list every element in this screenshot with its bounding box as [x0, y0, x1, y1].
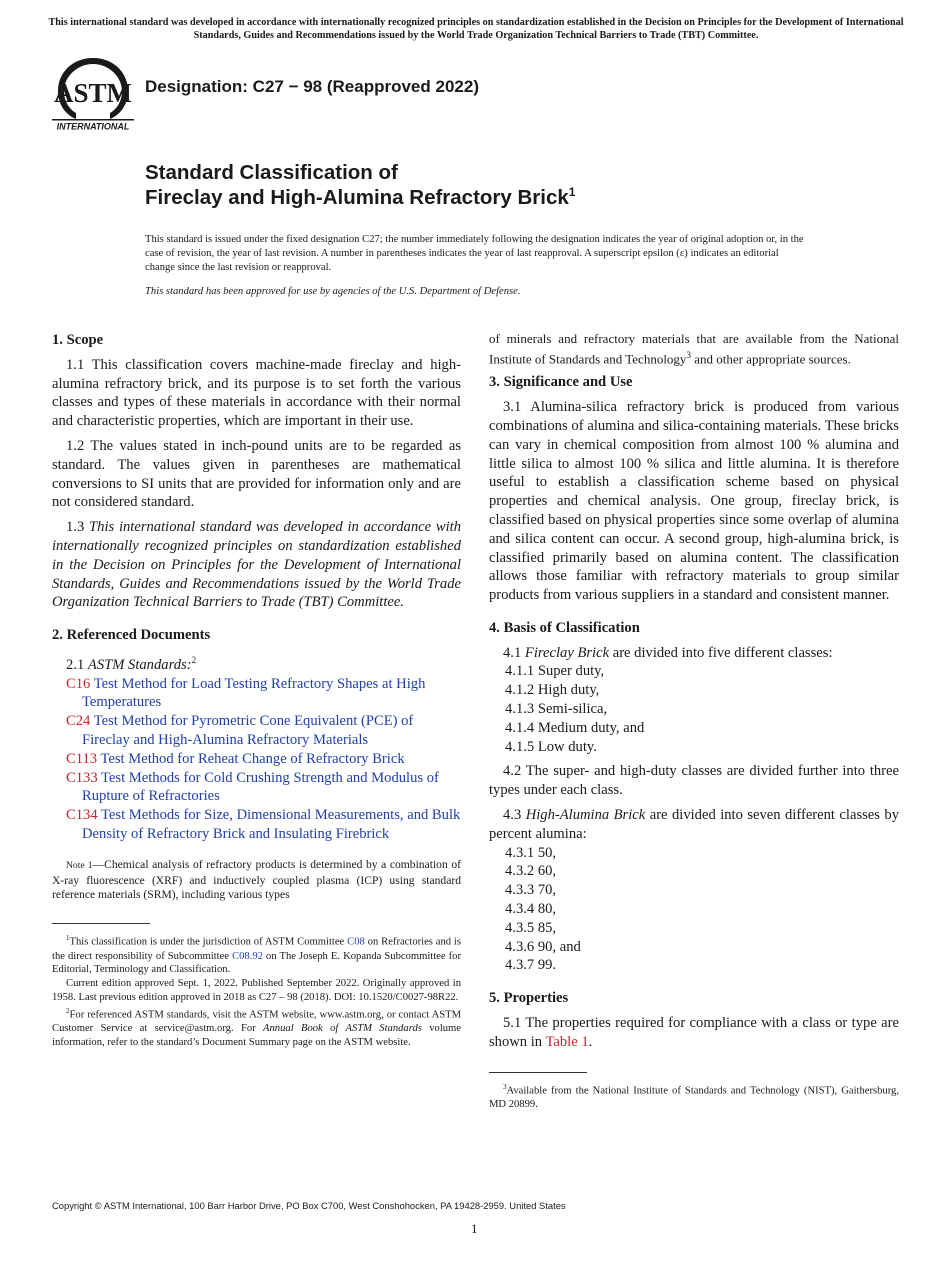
footnote-3-marker: 3: [503, 1082, 507, 1091]
note-1-continuation: [489, 331, 899, 367]
ref-title-link[interactable]: Test Method for Load Testing Refractory Shapes at High Temperatures: [82, 675, 426, 711]
fireclay-class-item: 4.1.4 Medium duty, and: [505, 719, 645, 736]
scope-1-3-number: 1.3: [66, 519, 85, 536]
scope-paragraph-1-2: 1.2 The values stated in inch-pound units are to be regarded as standard. The values given in parentheses are mathematical conversions to SI units that are provided for information only and are not considered standard.: [52, 437, 461, 511]
section-heading-significance: 3. Significance and Use: [489, 374, 633, 391]
footnote-2-text-a: For referenced ASTM standards, visit the ASTM website, www.astm.org, or contact ASTM Customer Service at service@astm.org. For: [52, 1009, 461, 1035]
ref-code-link[interactable]: C24: [66, 713, 91, 730]
footnote-3-ref[interactable]: 3: [686, 350, 691, 360]
title-line-1: Standard Classification of: [145, 161, 398, 184]
footnote-2-marker: 2: [66, 1006, 70, 1015]
dod-approval-statement: This standard has been approved for use by agencies of the U.S. Department of Defense.: [145, 286, 521, 297]
title-footnote-ref[interactable]: 1: [568, 185, 576, 200]
astm-logo-mark: [52, 58, 134, 121]
footnote-2-italic: Annual Book of ASTM Standards: [263, 1023, 422, 1035]
footnote-3: [489, 1081, 899, 1112]
designation: Designation: C27 − 98 (Reapproved 2022): [145, 77, 479, 96]
astm-logo: [52, 55, 134, 131]
left-column: [52, 331, 461, 1050]
ref-code-link[interactable]: C134: [66, 807, 98, 824]
document-title: [145, 160, 785, 210]
standards-notice: This international standard was developed in accordance with internationally recognized principles on standardization established in the Decision on Principles for the Development of International Standards, Guides and Recommendations issued by the World Trade Organization Technical Barriers to Trade (TBT) Committee.: [48, 17, 904, 41]
ref-title-link[interactable]: Test Methods for Cold Crushing Strength and Modulus of Rupture of Refractories: [82, 769, 439, 805]
section-heading-basis: 4. Basis of Classification: [489, 619, 640, 636]
footnote-2-text-b: volume information, refer to the standard’s Document Summary page on the ASTM website.: [52, 1023, 461, 1048]
ref-item-c24[interactable]: [52, 712, 461, 750]
table-1-link[interactable]: Table 1: [545, 1033, 589, 1050]
page-number: 1: [471, 1221, 478, 1236]
title-line-2-text: Fireclay and High-Alumina Refractory Brick: [145, 186, 569, 209]
note-cont-text-b: and other appropriate sources.: [694, 351, 851, 367]
note-cont-text-a: of minerals and refractory materials that are available from the National Institute of Standards and Technology: [489, 331, 899, 367]
alumina-class-item: 4.3.1 50,: [505, 844, 557, 861]
alumina-class-item: 4.3.6 90, and: [505, 938, 581, 955]
committee-c08-link[interactable]: C08: [347, 936, 365, 948]
scope-1-3-text: This international standard was developed in accordance with internationally recognized principles on standardization established in the Decision on Principles for the Development of International Standards, Guides and Recommendations issued by the World Trade Organization Technical Barriers to Trade (TBT) Committee.: [52, 519, 462, 611]
basis-4-1: [489, 644, 899, 663]
basis-4-2: 4.2 The super- and high-duty classes are divided further into three types under each class.: [489, 763, 899, 799]
fireclay-class-item: 4.1.3 Semi-silica,: [505, 701, 608, 718]
note-1: [52, 858, 461, 903]
fireclay-class-item: 4.1.2 High duty,: [505, 682, 600, 699]
ref-code-link[interactable]: C113: [66, 750, 98, 767]
basis-4-3-italic: High-Alumina Brick: [525, 807, 646, 824]
refdocs-2-1-label: ASTM Standards:: [87, 656, 192, 673]
ref-code-link[interactable]: C16: [66, 675, 91, 692]
ref-code-link[interactable]: C133: [66, 769, 98, 786]
alumina-class-item: 4.3.4 80,: [505, 901, 557, 918]
footnote-1-text-b: on Refractories and is the direct responsibility of Subcommittee: [52, 936, 461, 962]
fireclay-class-item: 4.1.5 Low duty.: [505, 738, 597, 755]
footnote-3-text: Available from the National Institute of Standards and Technology (NIST), Gaithersburg, MD 20899.: [489, 1085, 899, 1110]
section-heading-scope: 1. Scope: [52, 332, 104, 348]
footnote-1-marker: 1: [66, 934, 70, 943]
issuance-statement: This standard is issued under the fixed designation C27; the number immediately following the designation indicates the year of original adoption or, in the case of revision, the year of last revision. A number in parentheses indicates the year of last reapproval. A superscript epsilon (ε) indicates an editorial change since the last revision or reapproval.: [145, 234, 804, 274]
ref-item-c113[interactable]: [52, 750, 461, 769]
right-column: [489, 331, 899, 1112]
title-line-2: [145, 185, 785, 210]
subcommittee-c08-92-link[interactable]: C08.92: [232, 950, 263, 962]
footnote-2: [52, 1005, 461, 1050]
ref-title-link[interactable]: Test Method for Reheat Change of Refractory Brick: [100, 750, 405, 767]
properties-5-1-text: 5.1 The properties required for compliance with a class or type are shown in: [489, 1015, 899, 1050]
significance-paragraph-3-1: 3.1 Alumina-silica refractory brick is produced from various combinations of alumina and silica-containing materials. These bricks can vary in chemical composition from almost 100 % alumina and little silica to almost 100 % silica and little alumina. It is therefore useful to establish a classification scheme based on physical properties and chemical analysis. One group, fireclay brick, is classified based on physical properties since some overlap of alumina and silica content can occur. A second group, high-alumina brick, is classified primarily based on alumina content. The classification allows those familiar with refractory materials to group similar products from various suppliers in a standard and consistent manner.: [489, 399, 899, 604]
note-1-label: Note 1: [66, 859, 93, 871]
footnote-1-text-a: This classification is under the jurisdiction of ASTM Committee: [69, 936, 345, 948]
properties-5-1-end: .: [588, 1033, 593, 1050]
copyright-footer: Copyright © ASTM International, 100 Barr Harbor Drive, PO Box C700, West Conshohocken, PA 19428-2959. United States: [52, 1200, 566, 1211]
ref-title-link[interactable]: Test Methods for Size, Dimensional Measurements, and Bulk Density of Refractory Brick and Insulating Firebrick: [82, 807, 461, 842]
scope-paragraph-1-1: 1.1 This classification covers machine-made fireclay and high-alumina refractory brick, and its purpose is to set forth the various classes and types of these materials in accordance with their normal and characteristic properties, which are important in their use.: [52, 356, 461, 430]
fireclay-class-item: 4.1.1 Super duty,: [505, 663, 605, 680]
alumina-class-item: 4.3.3 70,: [505, 882, 557, 899]
basis-4-3-text: are divided into seven different classes by percent alumina:: [489, 807, 899, 842]
alumina-class-item: 4.3.2 60,: [505, 863, 557, 880]
scope-paragraph-1-3: [52, 518, 461, 612]
astm-logo-wordmark: INTERNATIONAL: [56, 121, 130, 131]
footnote-1: [52, 932, 461, 977]
refdocs-footnote-ref[interactable]: 2: [191, 654, 197, 665]
basis-4-1-italic: Fireclay Brick: [524, 644, 610, 661]
ref-item-c16[interactable]: [52, 675, 461, 713]
footnote-1-text-c: on The Joseph E. Kopanda Subcommittee for Editorial, Terminology and Classification.: [52, 950, 461, 976]
basis-4-3: [489, 806, 899, 844]
alumina-class-item: 4.3.7 99.: [505, 957, 557, 974]
ref-item-c133[interactable]: [52, 769, 461, 807]
basis-4-1-number: 4.1: [503, 644, 522, 661]
section-heading-properties: 5. Properties: [489, 990, 569, 1007]
note-1-text: —Chemical analysis of refractory products is determined by a combination of X-ray fluorescence (XRF) and inductively coupled plasma (ICP) using standard reference materials (SRM), including various types: [52, 857, 461, 902]
basis-4-3-number: 4.3: [503, 807, 522, 824]
footnote-1-edition: Current edition approved Sept. 1, 2022. Published September 2022. Originally approved in 1958. Last previous edition approved in 2018 as C27 – 98 (2018). DOI: 10.1520/C0027-98R22.: [52, 978, 461, 1003]
astm-standards-subheading: [52, 651, 461, 675]
refdocs-2-1-number: 2.1: [66, 656, 85, 673]
basis-4-1-text: are divided into five different classes:: [612, 644, 833, 661]
properties-5-1: [489, 1014, 899, 1052]
alumina-class-item: 4.3.5 85,: [505, 919, 557, 936]
astm-logo-letters: ASTM: [53, 78, 133, 108]
ref-title-link[interactable]: Test Method for Pyrometric Cone Equivalent (PCE) of Fireclay and High-Alumina Refractory Materials: [82, 713, 414, 748]
section-heading-referenced-documents: 2. Referenced Documents: [52, 627, 211, 644]
referenced-standards-list: [52, 675, 461, 844]
ref-item-c134[interactable]: [52, 806, 461, 844]
